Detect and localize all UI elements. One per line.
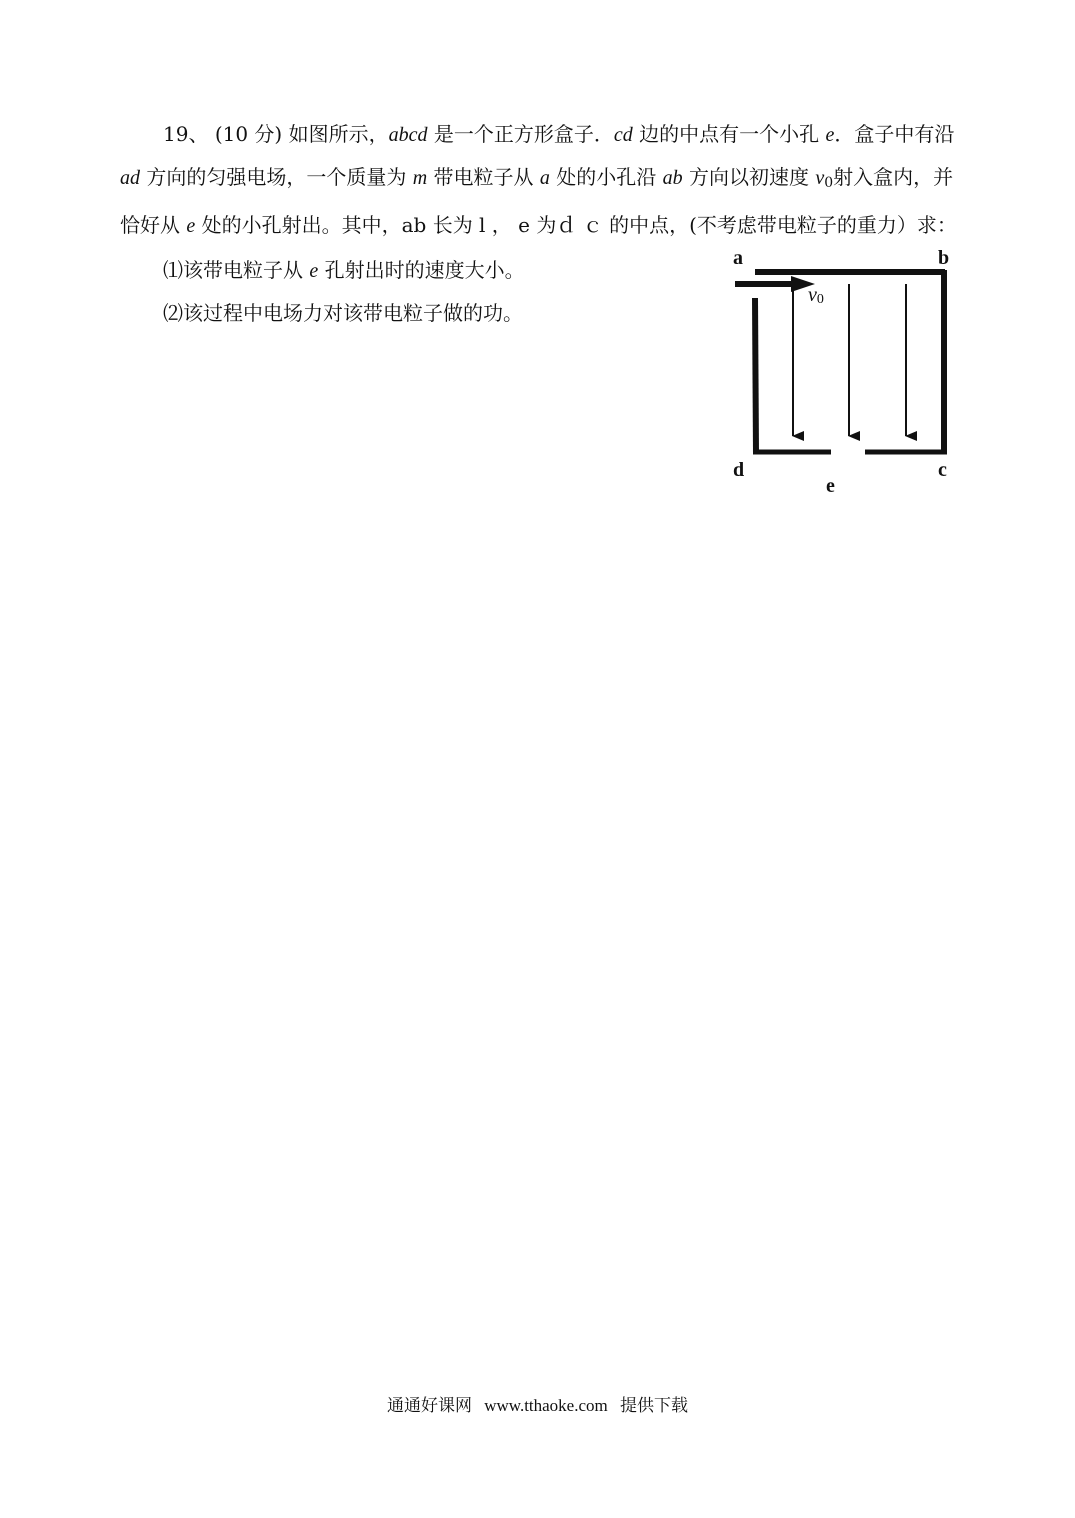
var-e: e [186, 215, 196, 237]
square-box-figure [725, 240, 965, 500]
statement-text: 处的小孔射出。其中，ab 长为 l ， e 为ｄ ｃ 的中点，(不考虑带电粒子的重力）求： [195, 213, 957, 237]
page-footer [0, 1391, 1075, 1416]
var-e: e [825, 124, 835, 146]
box-edge-ad [755, 298, 756, 454]
var-abcd: abcd [388, 124, 428, 146]
var-v-subscript: 0 [824, 175, 834, 191]
label-d: d [733, 459, 745, 481]
footer-url: www.tthaoke.com [484, 1396, 608, 1415]
var-a: a [539, 167, 550, 189]
var-e: e [309, 260, 319, 282]
velocity-symbol: v [808, 284, 817, 306]
statement-text: ．盒子中有沿 [834, 122, 955, 146]
label-c: c [938, 459, 947, 481]
var-ab: ab [662, 167, 683, 189]
statement-text: 边的中点有一个小孔 [632, 122, 826, 146]
var-ad: ad [120, 167, 140, 189]
question-2: ⑵该过程中电场力对该带电粒子做的功。 [163, 301, 523, 325]
var-m: m [412, 167, 428, 189]
problem-score: (10 分) [214, 122, 283, 146]
statement-text: 带电粒子从 [427, 165, 540, 189]
label-a: a [733, 247, 743, 269]
statement-text: 射入盒内，并恰好从 [120, 165, 954, 237]
footer-suffix: 提供下载 [620, 1396, 689, 1415]
footer-site-name: 通通好课网 [386, 1396, 472, 1415]
var-v: v [815, 167, 825, 189]
statement-text: 方向的匀强电场，一个质量为 [140, 165, 413, 189]
label-b: b [938, 247, 950, 269]
velocity-subscript: 0 [816, 292, 824, 307]
question-text: ⑴该带电粒子从 [163, 258, 310, 282]
label-e: e [826, 475, 835, 497]
question-text: 孔射出时的速度大小。 [318, 258, 525, 282]
statement-text: 如图所示， [288, 122, 389, 146]
statement-text: 是一个正方形盒子． [427, 122, 614, 146]
var-cd: cd [613, 124, 633, 146]
problem-number: 19、 [163, 122, 209, 146]
statement-text: 方向以初速度 [682, 165, 816, 189]
velocity-label [808, 284, 824, 307]
problem-statement [120, 113, 960, 247]
statement-text: 处的小孔沿 [549, 165, 663, 189]
